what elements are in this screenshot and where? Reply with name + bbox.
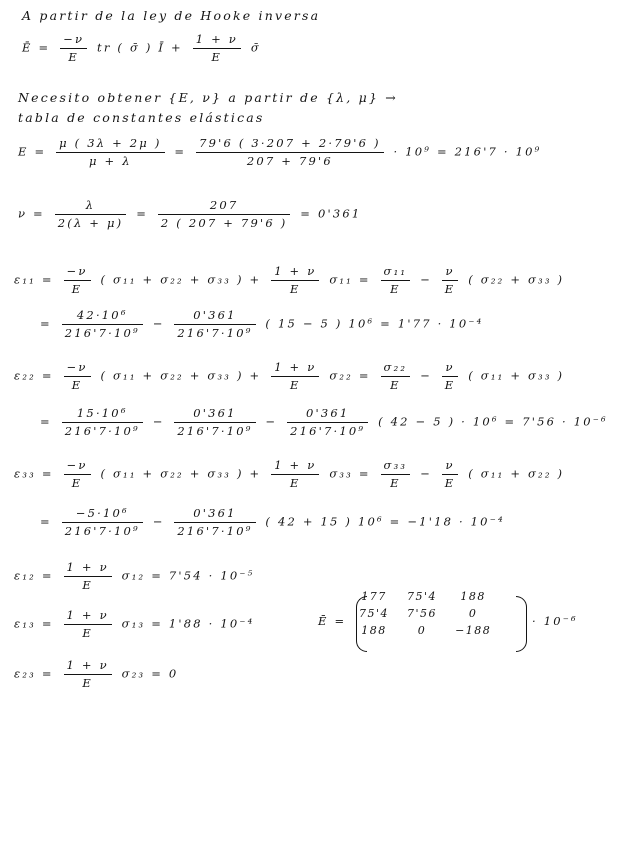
e23-frac-num: 1 + ν	[64, 660, 112, 675]
e33-sigma-term: σ₃₃ =	[329, 466, 371, 481]
e22-frac-d	[442, 362, 459, 391]
e11-frac-b-den: E	[290, 281, 301, 296]
e11-frac-f	[62, 310, 143, 339]
e22-frac-g-num: 0'361	[174, 408, 255, 423]
e22-equation	[14, 362, 564, 391]
e22-frac-f	[62, 408, 143, 437]
e33-equation	[14, 460, 564, 489]
matrix-row	[350, 605, 500, 622]
e33-lhs: ε₃₃ =	[14, 466, 54, 481]
e12-frac-den: E	[82, 577, 93, 592]
matrix-cell: 0	[417, 624, 427, 637]
matrix-cell: 177	[361, 590, 387, 603]
e-lhs: E =	[18, 144, 47, 159]
e22-trace-term: ( σ₁₁ + σ₂₂ + σ₃₃ ) +	[100, 368, 262, 383]
e11-row2-equals: =	[40, 316, 52, 331]
e22-frac-a	[64, 362, 91, 391]
e11-frac-a-den: E	[71, 281, 83, 296]
nu-fraction-lame-num: λ	[55, 200, 127, 215]
matrix-factor: · 10⁻⁶	[532, 614, 578, 628]
e-fraction-numeric	[196, 138, 384, 167]
e22-frac-h-num: 0'361	[287, 408, 368, 423]
e11-frac-c-num: σ₁₁	[381, 266, 411, 281]
e22-frac-b	[271, 362, 319, 391]
e23-lhs: ε₂₃ =	[14, 666, 54, 681]
matrix-row	[350, 588, 500, 605]
e33-numeric-row	[40, 508, 505, 537]
e13-frac-den: E	[82, 625, 93, 640]
e12-lhs: ε₁₂ =	[14, 568, 54, 583]
e22-frac-d-den: E	[444, 377, 456, 392]
e11-numeric-row	[40, 310, 483, 339]
e33-frac-c-den: E	[390, 475, 401, 490]
matrix-cell: 75'4	[359, 607, 390, 620]
e33-frac-f-num: −5·10⁶	[62, 508, 143, 523]
nu-fraction-numeric	[158, 200, 290, 229]
e33-frac-g-den: 216'7·10⁹	[177, 523, 253, 538]
e22-result: ( 42 − 5 ) · 10⁶ = 7'56 · 10⁻⁶	[378, 414, 608, 429]
e22-minus: −	[420, 368, 432, 383]
e11-frac-f-num: 42·10⁶	[62, 310, 143, 325]
hooke-fraction-one-plus-nu-num: 1 + ν	[193, 34, 241, 49]
e33-frac-a-den: E	[71, 475, 83, 490]
e11-frac-a	[64, 266, 91, 295]
e13-equation	[14, 610, 254, 639]
matrix-cell: 188	[361, 624, 387, 637]
e33-row2-minus: −	[152, 514, 165, 529]
hooke-trace-term: tr ( σ̄ ) Ī +	[97, 40, 183, 55]
nu-result: = 0'361	[300, 206, 362, 221]
e22-sigma-term: σ₂₂ =	[329, 368, 371, 383]
e12-frac	[64, 562, 112, 591]
e11-frac-b	[271, 266, 319, 295]
e33-frac-g	[174, 508, 255, 537]
e-equals: =	[174, 144, 187, 159]
hooke-sigma-tensor: σ̄	[250, 40, 261, 55]
e11-frac-g	[174, 310, 255, 339]
e23-equation	[14, 660, 178, 689]
hooke-law-equation	[22, 34, 261, 63]
e23-result: σ₂₃ = 0	[121, 666, 179, 681]
e33-trace-term: ( σ₁₁ + σ₂₂ + σ₃₃ ) +	[100, 466, 262, 481]
e33-row2-equals: =	[40, 514, 52, 529]
e11-sigma-term: σ₁₁ =	[329, 272, 371, 287]
e22-frac-c	[381, 362, 411, 391]
e11-lhs: ε₁₁ =	[14, 272, 54, 287]
e22-frac-a-den: E	[71, 377, 83, 392]
need-line-2: tabla de constantes elásticas	[18, 110, 265, 125]
e12-equation	[14, 562, 254, 591]
e13-frac-num: 1 + ν	[64, 610, 112, 625]
e11-minus: −	[420, 272, 432, 287]
nu-lhs: ν =	[18, 206, 45, 221]
nu-fraction-lame	[55, 200, 127, 229]
hooke-lhs: Ē =	[22, 40, 51, 55]
strain-tensor-matrix	[350, 588, 500, 639]
hooke-fraction-one-plus-nu-den: E	[211, 49, 223, 64]
e22-frac-h-den: 216'7·10⁹	[290, 423, 366, 438]
e22-frac-g-den: 216'7·10⁹	[177, 423, 253, 438]
e33-frac-c-num: σ₃₃	[381, 460, 411, 475]
e11-frac-d	[442, 266, 459, 295]
e22-lhs: ε₂₂ =	[14, 368, 54, 383]
e11-frac-d-den: E	[444, 281, 456, 296]
hooke-fraction-nu-num: −ν	[60, 34, 87, 49]
nu-fraction-numeric-den: 2 ( 207 + 79'6 )	[160, 215, 288, 230]
e33-frac-f-den: 216'7·10⁹	[64, 523, 140, 538]
e33-frac-b	[271, 460, 319, 489]
e12-frac-num: 1 + ν	[64, 562, 112, 577]
e-fraction-lame	[56, 138, 164, 167]
e22-frac-f-den: 216'7·10⁹	[64, 423, 140, 438]
e11-frac-b-num: 1 + ν	[271, 266, 319, 281]
e33-frac-a	[64, 460, 91, 489]
e23-frac-den: E	[82, 675, 93, 690]
e-fraction-lame-num: μ ( 3λ + 2μ )	[56, 138, 164, 153]
matrix-cell: 7'56	[407, 607, 438, 620]
e11-frac-g-den: 216'7·10⁹	[177, 325, 253, 340]
matrix-row	[350, 622, 500, 639]
e33-frac-a-num: −ν	[64, 460, 91, 475]
e33-frac-d-num: ν	[442, 460, 459, 475]
e11-row2-minus: −	[152, 316, 165, 331]
e22-frac-g	[174, 408, 255, 437]
e22-frac-a-num: −ν	[64, 362, 91, 377]
matrix-right-paren	[516, 596, 527, 652]
matrix-cell: 188	[460, 590, 486, 603]
intro-line: A partir de la ley de Hooke inversa	[22, 8, 321, 23]
e22-numeric-row	[40, 408, 608, 437]
e22-frac-b-num: 1 + ν	[271, 362, 319, 377]
e22-frac-h	[287, 408, 368, 437]
strain-tensor-lhs: Ē =	[318, 614, 347, 628]
e-fraction-lame-den: μ + λ	[88, 153, 132, 168]
e33-frac-g-num: 0'361	[174, 508, 255, 523]
e13-lhs: ε₁₃ =	[14, 616, 54, 631]
e-fraction-numeric-den: 207 + 79'6	[246, 153, 333, 168]
e33-frac-f	[62, 508, 143, 537]
e33-frac-c	[381, 460, 411, 489]
e13-result: σ₁₃ = 1'88 · 10⁻⁴	[121, 616, 255, 631]
e33-minus: −	[420, 466, 432, 481]
e11-sum-term: ( σ₂₂ + σ₃₃ )	[468, 272, 565, 287]
e-fraction-numeric-num: 79'6 ( 3·207 + 2·79'6 )	[196, 138, 384, 153]
e22-row2-equals: =	[40, 414, 52, 429]
e33-frac-b-num: 1 + ν	[271, 460, 319, 475]
nu-fraction-numeric-num: 207	[158, 200, 290, 215]
e11-frac-f-den: 216'7·10⁹	[64, 325, 140, 340]
e11-equation	[14, 266, 564, 295]
hooke-fraction-nu-den: E	[68, 49, 79, 64]
e-result: · 10⁹ = 216'7 · 10⁹	[393, 144, 542, 159]
e22-frac-b-den: E	[290, 377, 301, 392]
e33-result: ( 42 + 15 ) 10⁶ = −1'18 · 10⁻⁴	[265, 514, 505, 529]
matrix-cell: 0	[468, 607, 478, 620]
e11-frac-c-den: E	[390, 281, 401, 296]
e22-sum-term: ( σ₁₁ + σ₃₃ )	[468, 368, 565, 383]
e22-frac-d-num: ν	[442, 362, 459, 377]
nu-equals: =	[136, 206, 149, 221]
e33-frac-b-den: E	[290, 475, 301, 490]
young-modulus-equation	[18, 138, 542, 167]
matrix-cell: 75'4	[407, 590, 438, 603]
e11-frac-a-num: −ν	[64, 266, 91, 281]
hooke-fraction-one-plus-nu	[193, 34, 241, 63]
e22-frac-c-den: E	[390, 377, 401, 392]
e12-result: σ₁₂ = 7'54 · 10⁻⁵	[121, 568, 255, 583]
matrix-cell: −188	[455, 624, 492, 637]
e11-frac-d-num: ν	[442, 266, 459, 281]
e33-frac-d-den: E	[444, 475, 456, 490]
e13-frac	[64, 610, 112, 639]
e23-frac	[64, 660, 112, 689]
e22-frac-f-num: 15·10⁶	[62, 408, 143, 423]
e11-trace-term: ( σ₁₁ + σ₂₂ + σ₃₃ ) +	[100, 272, 262, 287]
e33-sum-term: ( σ₁₁ + σ₂₂ )	[468, 466, 565, 481]
e11-result: ( 15 − 5 ) 10⁶ = 1'77 · 10⁻⁴	[265, 316, 484, 331]
e22-frac-c-num: σ₂₂	[381, 362, 411, 377]
e22-row2-minus-2: −	[265, 414, 278, 429]
need-line-1: Necesito obtener {E, ν} a partir de {λ, μ} →	[18, 90, 398, 105]
e33-frac-d	[442, 460, 459, 489]
e11-frac-g-num: 0'361	[174, 310, 255, 325]
poisson-ratio-equation	[18, 200, 361, 229]
hooke-fraction-nu	[60, 34, 87, 63]
e22-row2-minus: −	[152, 414, 165, 429]
nu-fraction-lame-den: 2(λ + μ)	[57, 215, 124, 230]
e11-frac-c	[381, 266, 411, 295]
